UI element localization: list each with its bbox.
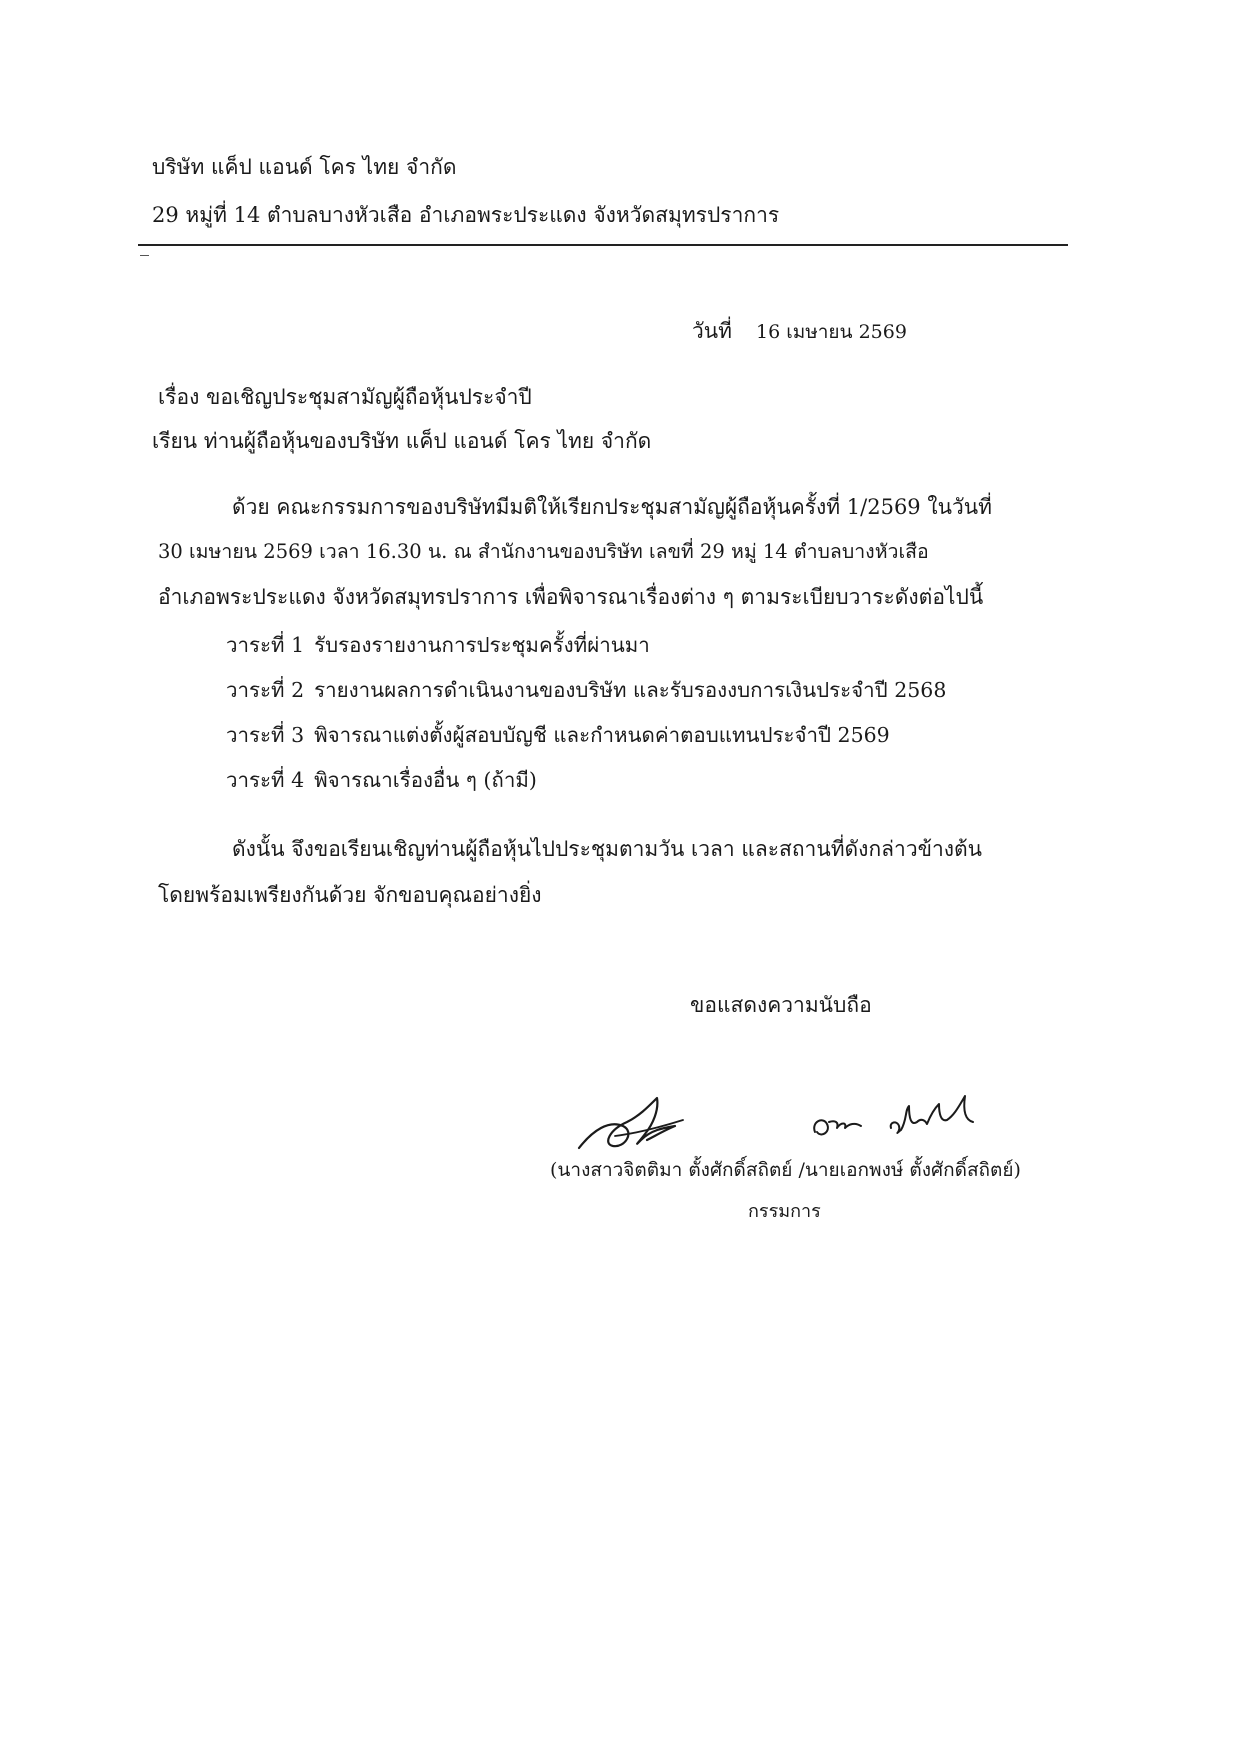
date-label: วันที่ — [692, 319, 732, 343]
agenda-item — [226, 675, 946, 705]
letter-date — [692, 316, 907, 347]
divider-mark — [140, 255, 149, 256]
signer-title: กรรมการ — [748, 1201, 821, 1222]
agenda-number: วาระที่ 4 — [226, 768, 305, 792]
regards-line: ขอแสดงความนับถือ — [690, 993, 872, 1017]
closing-line: โดยพร้อมเพรียงกันด้วย จักขอบคุณอย่างยิ่ง — [158, 883, 542, 907]
signature-1 — [575, 1090, 695, 1160]
agenda-text: รายงานผลการดำเนินงานของบริษัท และรับรองงบการเงินประจำปี 2568 — [314, 678, 947, 702]
agenda-item — [226, 765, 537, 795]
agenda-text: พิจารณาแต่งตั้งผู้สอบบัญชี และกำหนดค่าตอบแทนประจำปี 2569 — [314, 723, 890, 747]
header-divider — [138, 244, 1068, 246]
body-line: อำเภอพระประแดง จังหวัดสมุทรปราการ เพื่อพิจารณาเรื่องต่าง ๆ ตามระเบียบวาระดังต่อไปนี้ — [158, 585, 984, 609]
agenda-number: วาระที่ 3 — [226, 723, 305, 747]
agenda-item — [226, 630, 650, 660]
company-address: 29 หมู่ที่ 14 ตำบลบางหัวเสือ อำเภอพระประแดง จังหวัดสมุทรปราการ — [152, 203, 780, 227]
agenda-number: วาระที่ 1 — [226, 633, 305, 657]
signature-2 — [805, 1092, 990, 1154]
agenda-text: พิจารณาเรื่องอื่น ๆ (ถ้ามี) — [314, 768, 537, 792]
date-value: 16 เมษายน 2569 — [756, 321, 907, 343]
agenda-number: วาระที่ 2 — [226, 678, 305, 702]
closing-line: ดังนั้น จึงขอเรียนเชิญท่านผู้ถือหุ้นไปประชุมตามวัน เวลา และสถานที่ดังกล่าวข้างต้น — [232, 837, 983, 861]
letter-subject: เรื่อง ขอเชิญประชุมสามัญผู้ถือหุ้นประจำปี — [158, 385, 532, 409]
body-line: 30 เมษายน 2569 เวลา 16.30 น. ณ สำนักงานของบริษัท เลขที่ 29 หมู่ 14 ตำบลบางหัวเสือ — [158, 540, 929, 563]
signer-names: (นางสาวจิตติมา ตั้งศักดิ์สถิตย์ /นายเอกพงษ์ ตั้งศักดิ์สถิตย์) — [550, 1159, 1021, 1181]
agenda-text: รับรองรายงานการประชุมครั้งที่ผ่านมา — [314, 633, 650, 657]
agenda-item — [226, 720, 890, 750]
company-name: บริษัท แค็ป แอนด์ โคร ไทย จำกัด — [152, 155, 457, 179]
letter-recipient: เรียน ท่านผู้ถือหุ้นของบริษัท แค็ป แอนด์ โคร ไทย จำกัด — [152, 429, 652, 453]
body-line: ด้วย คณะกรรมการของบริษัทมีมติให้เรียกประชุมสามัญผู้ถือหุ้นครั้งที่ 1/2569 ในวันที่ — [232, 495, 992, 519]
